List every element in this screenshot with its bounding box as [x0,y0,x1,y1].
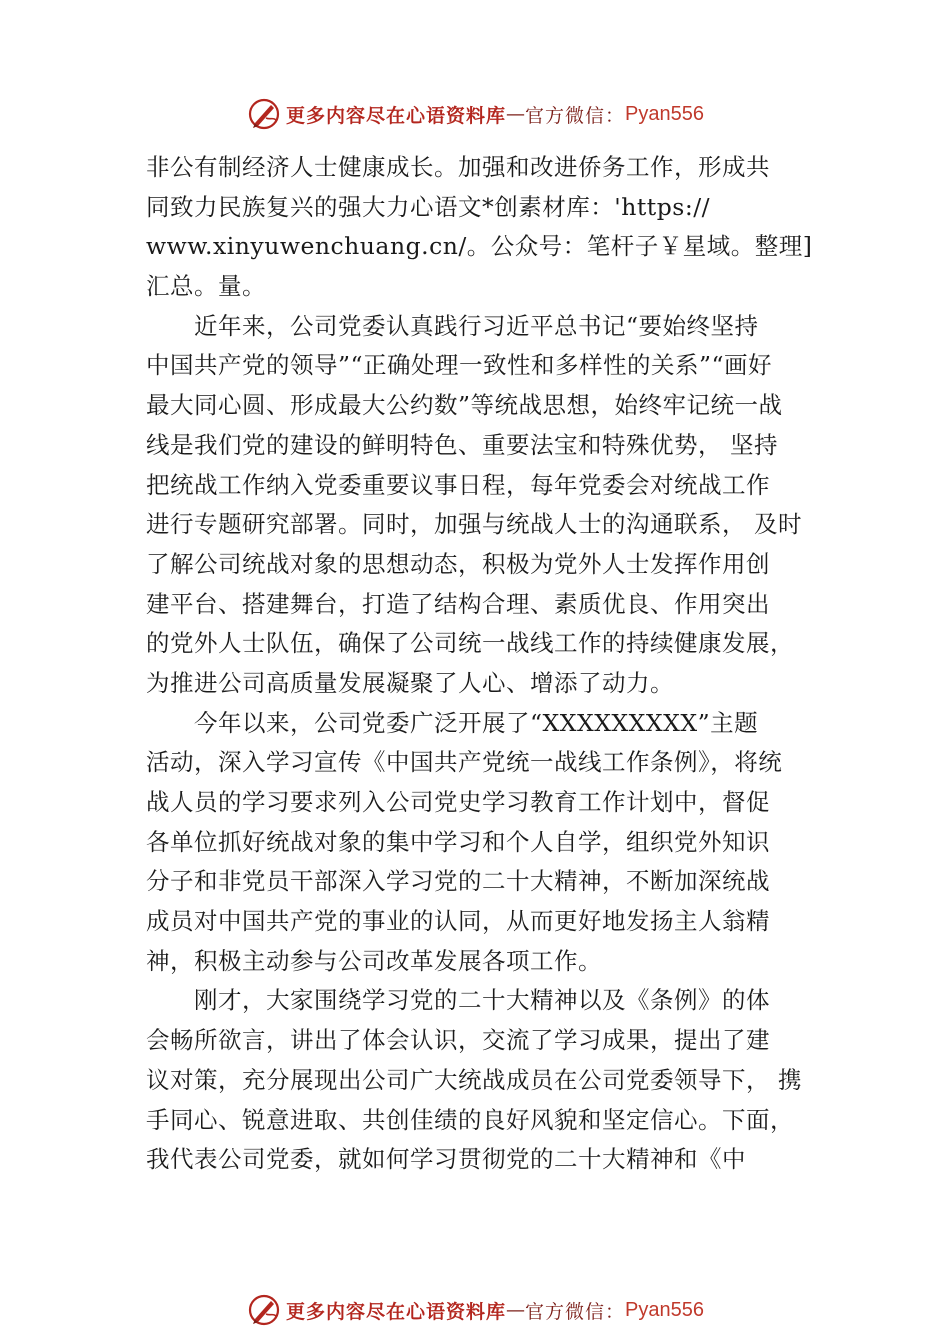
footer-wechat-id: Pyan556 [625,1298,704,1321]
pen-logo-icon [246,1292,282,1328]
text-line: 刚才，大家围绕学习党的二十大精神以及《条例》的体 [146,986,770,1015]
text-line: 成员对中国共产党的事业的认同，从而更好地发扬主人翁精 [146,907,770,936]
text-line: 了解公司统战对象的思想动态，积极为党外人士发挥作用创 [146,549,770,578]
text-line: 把统战工作纳入党委重要议事日程，每年党委会对统战工作 [146,470,770,499]
header-wechat-label: 官方微信： [525,104,626,127]
footer-brand-text: 更多内容尽在心语资料库 [286,1300,507,1323]
text-line: 线是我们党的建设的鲜明特色、重要法宝和特殊优势， 坚持 [146,430,778,459]
text-line: 汇总。量。 [146,272,266,301]
text-line: 神，积极主动参与公司改革发展各项工作。 [146,946,602,975]
footer-wechat-label: 官方微信： [525,1300,626,1323]
header-banner [0,92,950,136]
text-line: 会畅所欲言，讲出了体会认识，交流了学习成果，提出了建 [146,1026,770,1055]
text-line: 最大同心圆、形成最大公约数”等统战思想，始终牢记统一战 [146,391,783,420]
pen-logo-icon [246,96,282,132]
text-line: 活动，深入学习宣传《中国共产党统一战线工作条例》，将统 [146,748,783,777]
header-wechat-id: Pyan556 [625,102,704,125]
footer-separator: — [506,1299,526,1321]
text-line: 进行专题研究部署。同时，加强与统战人士的沟通联系， 及时 [146,510,802,539]
text-line: 为推进公司高质量发展凝聚了人心、增添了动力。 [146,668,674,697]
text-line: 手同心、锐意进取、共创佳绩的良好风貌和坚定信心。下面， [146,1105,794,1134]
text-line: 非公有制经济人士健康成长。加强和改进侨务工作，形成共 [146,153,770,181]
text-line: 战人员的学习要求列入公司党史学习教育工作计划中，督促 [146,788,770,816]
text-line: www.xinyuwenchuang.cn/。公众号：笔杆子￥星域。整理] [146,232,813,261]
text-line: 近年来，公司党委认真践行习近平总书记“要始终坚持 [146,311,759,340]
footer-banner [0,1288,950,1332]
text-line: 中国共产党的领导”“正确处理一致性和多样性的关系”“画好 [146,351,773,380]
text-line: 今年以来，公司党委广泛开展了“XXXXXXXXX”主题 [146,708,759,737]
text-line: 同致力民族复兴的强大力心语文*创素材库：'https:// [146,192,711,221]
document-body [146,148,826,1180]
text-line: 建平台、搭建舞台，打造了结构合理、素质优良、作用突出 [146,589,770,618]
header-separator: — [506,103,526,125]
text-line: 的党外人士队伍，确保了公司统一战线工作的持续健康发展， [146,629,794,658]
text-line: 各单位抓好统战对象的集中学习和个人自学，组织党外知识 [146,827,770,856]
text-line: 议对策，充分展现出公司广大统战成员在公司党委领导下， 携 [146,1065,802,1094]
text-line: 我代表公司党委，就如何学习贯彻党的二十大精神和《中 [146,1145,746,1174]
header-brand-text: 更多内容尽在心语资料库 [286,104,507,127]
text-line: 分子和非党员干部深入学习党的二十大精神，不断加深统战 [146,867,770,896]
